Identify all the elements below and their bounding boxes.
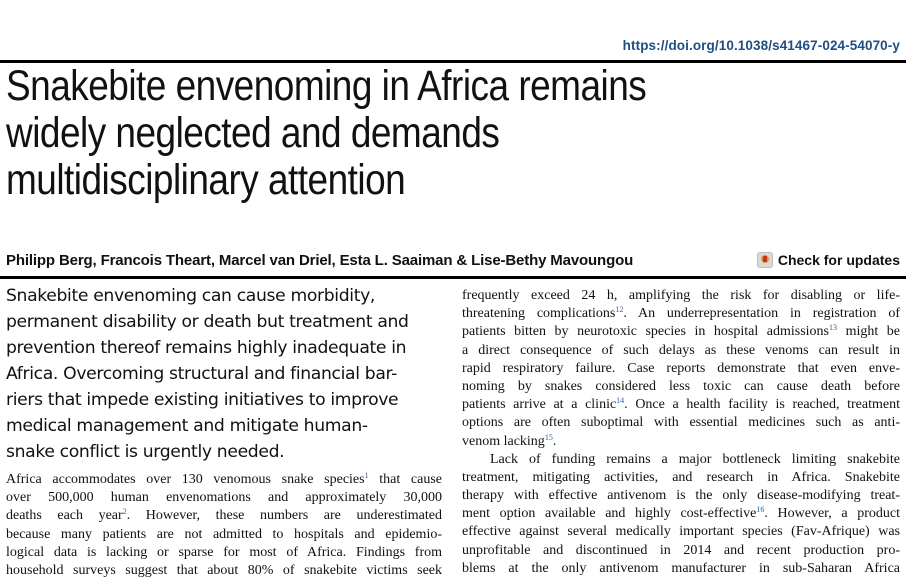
body-text: deaths each year xyxy=(6,508,123,524)
body-line xyxy=(6,489,442,507)
body-text: . However, these numbers are underestimated xyxy=(126,508,442,524)
abstract-line: Africa. Overcoming structural and financial bar- xyxy=(6,364,397,384)
abstract-line: prevention thereof remains highly inadequate in xyxy=(6,338,407,358)
body-text: a direct consequence of such delays as these venoms can result in xyxy=(462,342,900,358)
abstract-line: permanent disability or death but treatment and xyxy=(6,312,409,332)
body-line xyxy=(462,378,900,396)
abstract-line: Snakebite envenoming can cause morbidity, xyxy=(6,286,376,306)
reference-link[interactable]: 1 xyxy=(364,471,369,480)
abstract-line: medical management and mitigate human- xyxy=(6,416,368,436)
reference-link[interactable]: 12 xyxy=(615,305,624,315)
body-line xyxy=(6,526,442,544)
body-line xyxy=(462,396,900,414)
body-line xyxy=(462,542,900,560)
abstract-line: snake conflict is urgently needed. xyxy=(6,442,285,462)
body-text: unprofitable and discontinued in 2014 and recent production pro- xyxy=(462,542,900,558)
body-text: treatment, mitigating activities, and research in Africa. Snakebite xyxy=(462,469,900,485)
body-line xyxy=(462,487,900,505)
reference-link[interactable]: 15 xyxy=(544,432,553,442)
body-text-left-column xyxy=(6,471,442,580)
body-text: . An underrepresentation in registration of xyxy=(623,306,900,322)
body-text: . However, a product xyxy=(764,506,900,522)
abstract xyxy=(6,283,446,465)
body-line xyxy=(462,287,900,305)
body-text-right-column xyxy=(462,287,900,578)
body-text: therapy with effective antivenom is the only disease-modifying treat- xyxy=(462,488,900,504)
body-text: patients bitten by neurotoxic species in hospital admissions xyxy=(462,324,830,340)
body-text: patients arrive at a clinic xyxy=(462,397,617,413)
body-text: because many patients are not admitted to hospitals and epidemio- xyxy=(6,526,442,542)
body-text: might be xyxy=(837,324,900,340)
body-text: venom lacking xyxy=(462,433,545,449)
body-text: rapid respiratory failure. Case reports demonstrate that even enve- xyxy=(462,360,900,376)
body-line xyxy=(6,544,442,562)
body-line xyxy=(462,414,900,432)
author-divider xyxy=(0,276,906,279)
body-line xyxy=(462,505,900,523)
check-for-updates-label: Check for updates xyxy=(777,252,900,268)
title-line: multidisciplinary attention xyxy=(6,156,406,204)
body-line xyxy=(6,562,442,580)
body-line xyxy=(462,342,900,360)
body-text: over 500,000 human envenomations and approximately 30,000 xyxy=(6,490,442,506)
body-line xyxy=(462,560,900,578)
body-text: . Once a health facility is reached, treatment xyxy=(624,397,900,413)
body-line xyxy=(462,433,900,451)
body-text: Lack of funding remains a major bottleneck limiting snakebite xyxy=(490,451,900,467)
body-line xyxy=(6,507,442,525)
body-line xyxy=(462,451,900,469)
body-line xyxy=(462,469,900,487)
body-text: . xyxy=(552,433,557,449)
abstract-line: riers that impede existing initiatives to improve xyxy=(6,390,399,410)
body-text: ment option available and highly cost-effective xyxy=(462,506,757,522)
title-line: widely neglected and demands xyxy=(6,109,500,157)
body-line xyxy=(6,471,442,489)
reference-link[interactable]: 16 xyxy=(756,505,765,515)
body-text: noming by snakes considered less toxic can cause death before xyxy=(462,378,900,394)
body-text: logical data is lacking or sparse for most of Africa. Findings from xyxy=(6,544,442,560)
body-text: blems at the only antivenom manufacturer in sub-Saharan Africa xyxy=(462,560,900,576)
body-text: frequently exceed 24 h, amplifying the risk for disabling or life- xyxy=(462,288,900,303)
article-title xyxy=(6,63,763,204)
body-text: effective against several medically important species (Fav-Afrique) was xyxy=(462,524,900,540)
body-text: that cause xyxy=(368,472,443,487)
body-text: household surveys suggest that about 80% of snakebite victims seek xyxy=(6,562,442,578)
crossmark-icon xyxy=(757,252,773,268)
body-text: Africa accommodates over 130 venomous snake species xyxy=(6,472,365,487)
body-text: threatening complications xyxy=(462,306,616,322)
doi-link[interactable]: https://doi.org/10.1038/s41467-024-54070-y xyxy=(622,38,900,53)
title-line: Snakebite envenoming in Africa remains xyxy=(6,62,647,110)
body-line xyxy=(462,305,900,323)
reference-link[interactable]: 13 xyxy=(829,323,838,333)
body-line xyxy=(462,360,900,378)
reference-link[interactable]: 14 xyxy=(616,396,625,406)
author-list: Philipp Berg, Francois Theart, Marcel van Driel, Esta L. Saaiman & Lise-Bethy Mavoungou xyxy=(6,252,634,269)
body-text: options are often suboptimal with essential medicines such as anti- xyxy=(462,415,900,431)
body-line xyxy=(462,523,900,541)
reference-link[interactable]: 2 xyxy=(122,507,127,517)
body-line xyxy=(462,323,900,341)
check-for-updates-button[interactable] xyxy=(757,252,900,268)
